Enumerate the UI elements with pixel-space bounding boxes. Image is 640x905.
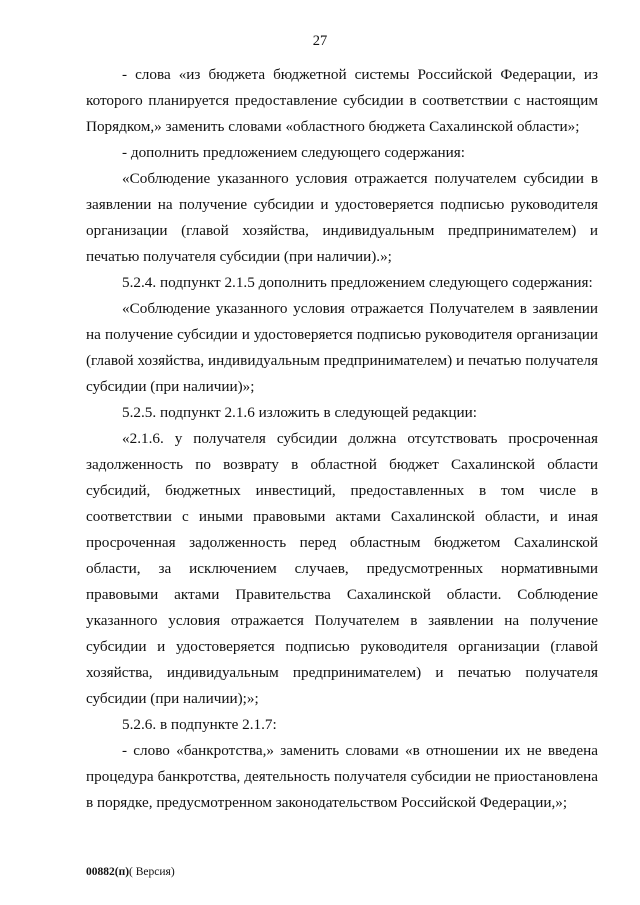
document-body — [86, 62, 598, 816]
paragraph: 5.2.6. в подпункте 2.1.7: — [122, 716, 277, 733]
paragraph: «2.1.6. у получателя субсидии должна отсутствовать просроченная задолженность по возврату в областной бюджет Сахалинской области субсидий, бюджетных инвестиций, предоставленных в том числе в соответствии с иными правовыми актами Сахалинской области, и иная просроченная задолженность перед областным бюджетом Сахалинской области, за исключением случаев, предусмотренных нормативными правовыми актами Правительства Сахалинской области. Соблюдение указанного условия отражается Получателем в заявлении на получение субсидии и удостоверяется подписью руководителя организации (главой хозяйства, индивидуальным предпринимателем) и печатью получателя субсидии (при наличии);»; — [86, 430, 598, 707]
paragraph: 5.2.5. подпункт 2.1.6 изложить в следующей редакции: — [122, 404, 477, 421]
paragraph: «Соблюдение указанного условия отражается получателем субсидии в заявлении на получение субсидии и удостоверяется подписью руководителя организации (главой хозяйства, индивидуальным предпринимателем) и печатью получателя субсидии (при наличии).»; — [86, 170, 598, 265]
page-number: 27 — [312, 33, 328, 49]
paragraph: - слово «банкротства,» заменить словами «в отношении их не введена процедура банкротства, деятельность получателя субсидии не приостановлена в порядке, предусмотренном законодательством Российской Федерации,»; — [86, 742, 598, 811]
paragraph: - дополнить предложением следующего содержания: — [122, 144, 465, 161]
document-footer — [86, 866, 175, 878]
document-version: ( Версия) — [129, 866, 175, 878]
paragraph: 5.2.4. подпункт 2.1.5 дополнить предложением следующего содержания: — [122, 274, 593, 291]
paragraph: - слова «из бюджета бюджетной системы Российской Федерации, из которого планируется предоставление субсидии в соответствии с настоящим Порядком,» заменить словами «областного бюджета Сахалинской области»; — [86, 66, 598, 135]
paragraph: «Соблюдение указанного условия отражается Получателем в заявлении на получение субсидии и удостоверяется подписью руководителя организации (главой хозяйства, индивидуальным предпринимателем) и печатью получателя субсидии (при наличии)»; — [86, 300, 598, 395]
document-code: 00882(п) — [86, 866, 130, 878]
